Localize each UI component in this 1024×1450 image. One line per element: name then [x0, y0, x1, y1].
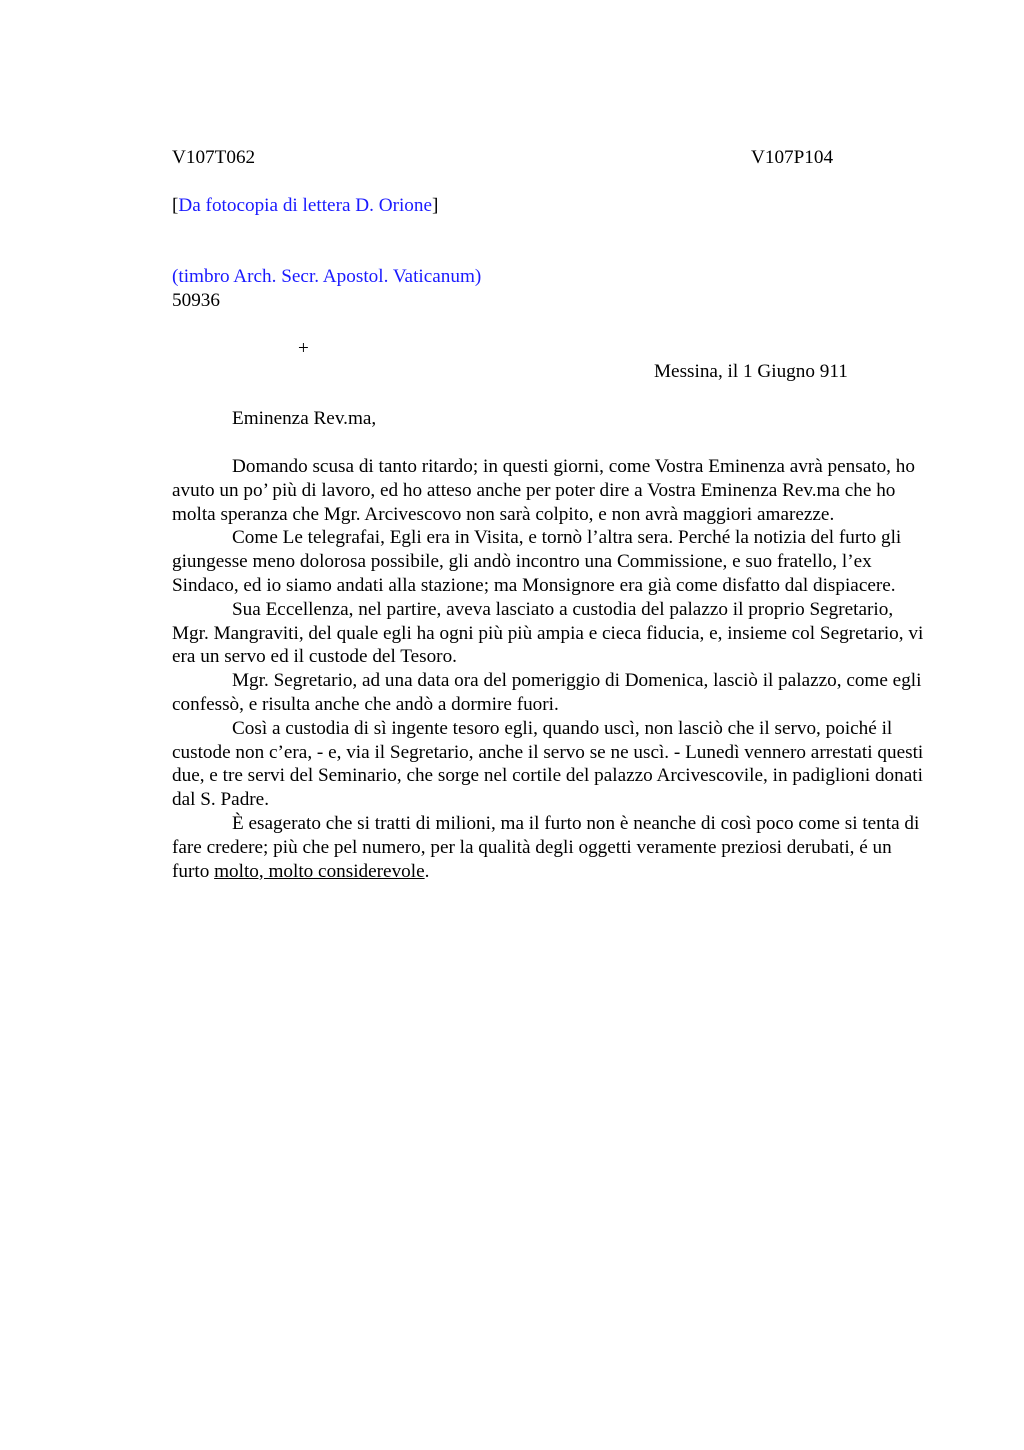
letter-paragraph-last — [172, 812, 932, 883]
cross-symbol: + — [298, 338, 309, 359]
document-code-right: V107P104 — [751, 147, 834, 168]
source-note-text: Da fotocopia di lettera D. Orione — [178, 195, 432, 216]
archive-number: 50936 — [172, 290, 220, 311]
letter-paragraph: Come Le telegrafai, Egli era in Visita, e tornò l’altra sera. Perché la notizia del furto gli giungesse meno dolorosa possibile, gli andò incontro una Commissione, e suo fratello, l’ex Sindaco, ed io siamo andati alla stazione; ma Monsignore era già come disfatto dal dispiacere. — [172, 527, 902, 596]
last-paragraph-text: È esagerato che si tratti di milioni, ma il furto non è neanche di così poco come si tenta di fare credere; più che pel numero, per la qualità degli oggetti veramente preziosi derubati, é un furto — [172, 812, 920, 882]
source-note-open-bracket: [ — [172, 195, 179, 216]
source-note-close-bracket: ] — [432, 195, 439, 216]
source-note — [172, 194, 438, 218]
salutation: Eminenza Rev.ma, — [232, 408, 377, 429]
letter-paragraph: Mgr. Segretario, ad una data ora del pomeriggio di Domenica, lasciò il palazzo, come egli confessò, e risulta anche che andò a dormire fuori. — [172, 670, 922, 715]
letter-paragraph: Domando scusa di tanto ritardo; in questi giorni, come Vostra Eminenza avrà pensato, ho avuto un po’ più di lavoro, ed ho atteso anche per poter dire a Vostra Eminenza Rev.ma che ho molta speranza che Mgr. Arcivescovo non sarà colpito, e non avrà maggiori amarezze. — [172, 456, 915, 525]
letter-paragraph: Così a custodia di sì ingente tesoro egli, quando uscì, non lasciò che il servo, poiché il custode non c’era, - e, via il Segretario, anche il servo se ne uscì. - Lunedì vennero arrestati questi due, e tre servi del Seminario, che sorge nel cortile del palazzo Arcivescovile, in padiglioni donati dal S. Padre. — [172, 717, 924, 811]
document-code-left: V107T062 — [172, 147, 256, 168]
underlined-emphasis: molto, molto considerevole — [214, 860, 425, 882]
letter-body — [172, 455, 932, 883]
letter-paragraph: Sua Eccellenza, nel partire, aveva lasciato a custodia del palazzo il proprio Segretario, Mgr. Mangraviti, del quale egli ha ogni più più ampia e cieca fiducia, e, insieme col Segretario, vi era un servo ed il custode del Tesoro. — [172, 598, 924, 668]
last-paragraph-period: . — [424, 860, 430, 882]
stamp-note: (timbro Arch. Secr. Apostol. Vaticanum) — [172, 266, 482, 287]
place-date: Messina, il 1 Giugno 911 — [654, 361, 848, 382]
